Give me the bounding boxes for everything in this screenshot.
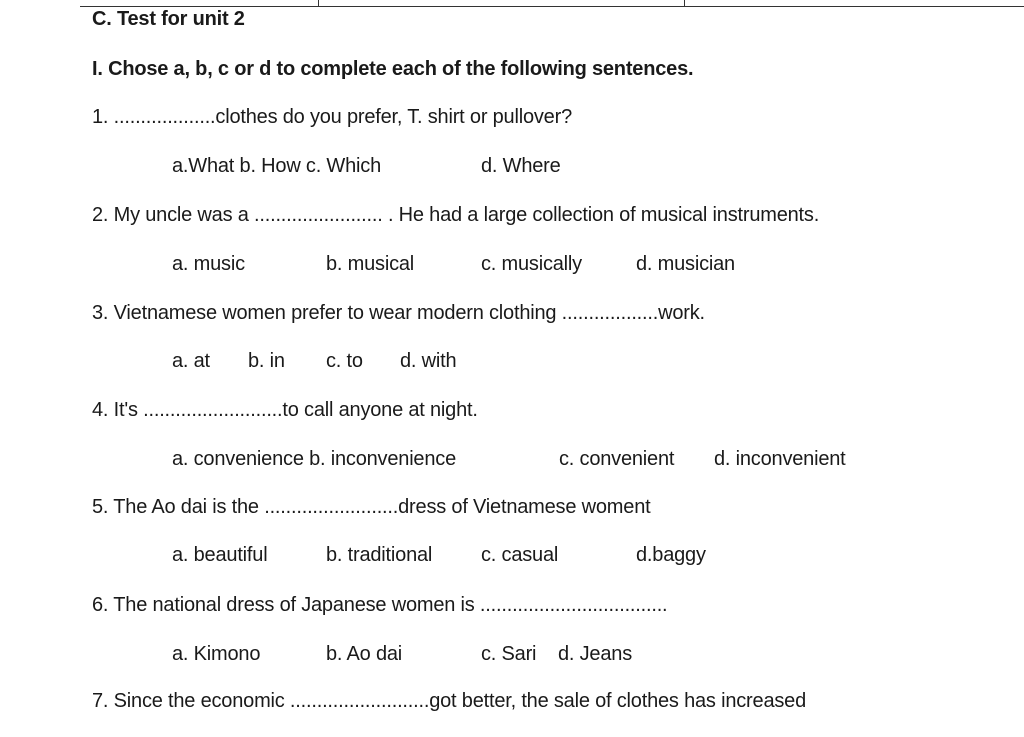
question-text: 3. Vietnamese women prefer to wear modern clothing ..................work. xyxy=(92,302,705,324)
question-text: 6. The national dress of Japanese women is ................................... xyxy=(92,594,668,616)
question-text: 2. My uncle was a ........................ . He had a large collection of musical instruments. xyxy=(92,204,820,226)
question-text: 5. The Ao dai is the .........................dress of Vietnamese woment xyxy=(92,496,651,518)
question-text: 7. Since the economic ..........................got better, the sale of clothes has increased xyxy=(92,690,807,712)
table-border-top xyxy=(80,6,1024,7)
instruction: I. Chose a, b, c or d to complete each of the following sentences. xyxy=(92,58,694,80)
answer-option: c. Sari xyxy=(481,643,537,665)
answer-option: a. music xyxy=(172,253,245,275)
answer-options: a.What b. How c. Which xyxy=(172,155,381,177)
answer-option: a. at xyxy=(172,350,210,372)
answer-option: d. inconvenient xyxy=(714,448,846,470)
answer-option: d. Jeans xyxy=(558,643,633,665)
question-text: 1. ...................clothes do you prefer, T. shirt or pullover? xyxy=(92,106,572,128)
answer-option: b. Ao dai xyxy=(326,643,403,665)
table-border-divider xyxy=(318,0,319,6)
answer-option: a. beautiful xyxy=(172,544,268,566)
answer-option: b. in xyxy=(248,350,285,372)
answer-options: a. convenience b. inconvenience xyxy=(172,448,457,470)
answer-option: b. musical xyxy=(326,253,415,275)
question-text: 4. It's ..........................to call anyone at night. xyxy=(92,399,478,421)
answer-option: d.baggy xyxy=(636,544,706,566)
answer-option: a. Kimono xyxy=(172,643,261,665)
answer-option: c. musically xyxy=(481,253,582,275)
answer-option: c. casual xyxy=(481,544,559,566)
answer-option: c. convenient xyxy=(559,448,675,470)
table-border-divider xyxy=(684,0,685,6)
answer-option: b. traditional xyxy=(326,544,433,566)
answer-option: d. with xyxy=(400,350,457,372)
answer-option: d. musician xyxy=(636,253,735,275)
answer-option: c. to xyxy=(326,350,363,372)
answer-option: d. Where xyxy=(481,155,561,177)
section-title: C. Test for unit 2 xyxy=(92,8,245,30)
